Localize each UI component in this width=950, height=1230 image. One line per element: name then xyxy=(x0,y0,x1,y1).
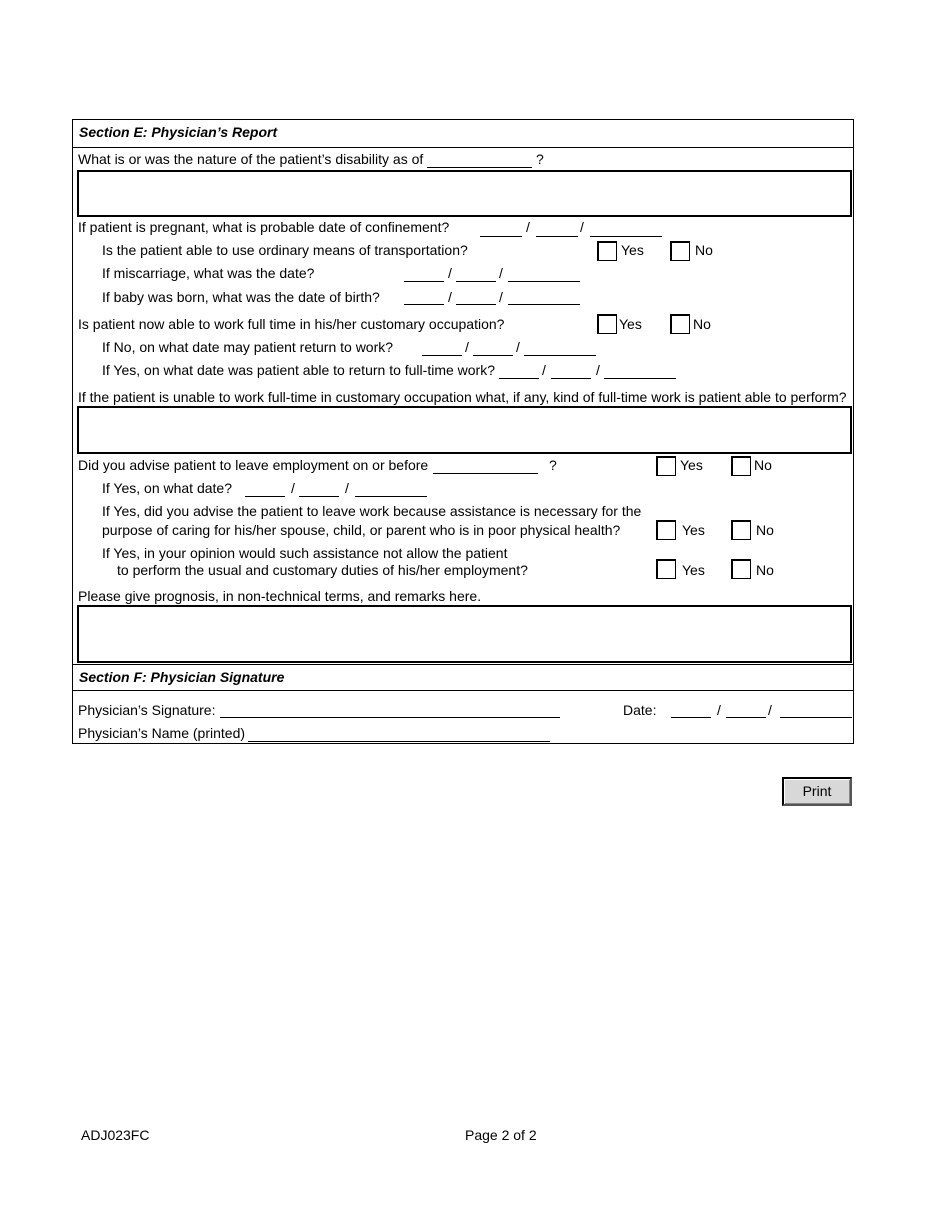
confinement-year-field[interactable] xyxy=(590,236,662,237)
advise-no-label: No xyxy=(754,457,772,473)
section-f-title: Section F: Physician Signature xyxy=(79,669,285,685)
question-miscarriage-label: If miscarriage, what was the date? xyxy=(102,265,315,281)
caring-no-checkbox[interactable] xyxy=(731,520,751,540)
advise-no-checkbox[interactable] xyxy=(731,456,751,476)
miscarriage-year-field[interactable] xyxy=(508,281,580,282)
question-nature-label: What is or was the nature of the patient’s disability as of xyxy=(78,151,424,167)
opinion-yes-checkbox[interactable] xyxy=(656,559,676,579)
work-full-no-checkbox[interactable] xyxy=(670,314,690,334)
question-transport-label: Is the patient able to use ordinary means of transportation? xyxy=(102,242,468,258)
return-month-field[interactable] xyxy=(422,355,462,356)
divider xyxy=(72,664,854,665)
signature-label: Physician’s Signature: xyxy=(78,702,216,718)
caring-yes-label: Yes xyxy=(682,522,705,538)
date-separator: / xyxy=(448,289,452,305)
date-separator: / xyxy=(516,339,520,355)
printed-name-label: Physician’s Name (printed) xyxy=(78,725,246,741)
divider xyxy=(72,147,854,148)
birth-month-field[interactable] xyxy=(404,304,444,305)
date-separator: / xyxy=(526,219,530,235)
alternate-work-textbox[interactable] xyxy=(77,406,852,454)
prognosis-textbox[interactable] xyxy=(77,605,852,663)
signature-field[interactable] xyxy=(220,717,560,718)
transport-yes-checkbox[interactable] xyxy=(597,241,617,261)
print-button[interactable]: Print xyxy=(782,777,852,806)
return-day-field[interactable] xyxy=(473,355,513,356)
work-full-yes-label: Yes xyxy=(619,316,642,332)
transport-no-label: No xyxy=(695,242,713,258)
work-full-yes-checkbox[interactable] xyxy=(597,314,617,334)
divider xyxy=(72,690,854,691)
question-pregnant-label: If patient is pregnant, what is probable date of confinement? xyxy=(78,219,450,235)
advise-date-field[interactable] xyxy=(433,473,538,474)
birth-day-field[interactable] xyxy=(456,304,496,305)
question-caring-line2: purpose of caring for his/her spouse, child, or parent who is in poor physical health? xyxy=(102,522,621,538)
advised-day-field[interactable] xyxy=(299,496,339,497)
section-e-title: Section E: Physician’s Report xyxy=(79,124,278,140)
returned-month-field[interactable] xyxy=(499,378,539,379)
advised-year-field[interactable] xyxy=(355,496,427,497)
form-id: ADJ023FC xyxy=(81,1127,150,1143)
opinion-yes-label: Yes xyxy=(682,562,705,578)
question-prognosis-label: Please give prognosis, in non-technical terms, and remarks here. xyxy=(78,588,482,604)
date-separator: / xyxy=(768,702,772,718)
confinement-month-field[interactable] xyxy=(480,236,522,237)
signature-day-field[interactable] xyxy=(726,717,766,718)
date-separator: / xyxy=(345,480,349,496)
date-separator: / xyxy=(499,289,503,305)
birth-year-field[interactable] xyxy=(508,304,580,305)
caring-no-label: No xyxy=(756,522,774,538)
transport-no-checkbox[interactable] xyxy=(670,241,690,261)
question-baby-label: If baby was born, what was the date of birth? xyxy=(102,289,380,305)
advise-yes-label: Yes xyxy=(680,457,703,473)
question-if-no-return-label: If No, on what date may patient return to work? xyxy=(102,339,394,355)
date-separator: / xyxy=(580,219,584,235)
signature-year-field[interactable] xyxy=(780,717,852,718)
returned-day-field[interactable] xyxy=(551,378,591,379)
date-separator: / xyxy=(465,339,469,355)
work-full-no-label: No xyxy=(693,316,711,332)
opinion-no-checkbox[interactable] xyxy=(731,559,751,579)
miscarriage-day-field[interactable] xyxy=(456,281,496,282)
disability-nature-textbox[interactable] xyxy=(77,170,852,217)
returned-year-field[interactable] xyxy=(604,378,676,379)
question-advise-label: Did you advise patient to leave employment on or before xyxy=(78,457,429,473)
return-year-field[interactable] xyxy=(524,355,596,356)
transport-yes-label: Yes xyxy=(621,242,644,258)
question-opinion-line2: to perform the usual and customary duties of his/her employment? xyxy=(117,562,528,578)
printed-name-field[interactable] xyxy=(248,741,550,742)
question-opinion-line1: If Yes, in your opinion would such assistance not allow the patient xyxy=(102,545,508,561)
question-if-yes-return-label: If Yes, on what date was patient able to return to full-time work? xyxy=(102,362,495,378)
opinion-no-label: No xyxy=(756,562,774,578)
signature-month-field[interactable] xyxy=(671,717,711,718)
date-separator: / xyxy=(717,702,721,718)
date-separator: / xyxy=(596,362,600,378)
question-caring-line1: If Yes, did you advise the patient to leave work because assistance is necessary for the xyxy=(102,503,642,519)
question-work-full-label: Is patient now able to work full time in his/her customary occupation? xyxy=(78,316,505,332)
question-mark: ? xyxy=(536,151,544,167)
disability-date-field[interactable] xyxy=(427,167,532,168)
caring-yes-checkbox[interactable] xyxy=(656,520,676,540)
question-if-yes-date-label: If Yes, on what date? xyxy=(102,480,232,496)
miscarriage-month-field[interactable] xyxy=(404,281,444,282)
advised-month-field[interactable] xyxy=(245,496,285,497)
date-separator: / xyxy=(291,480,295,496)
date-separator: / xyxy=(542,362,546,378)
question-mark: ? xyxy=(549,457,557,473)
confinement-day-field[interactable] xyxy=(536,236,578,237)
date-label: Date: xyxy=(623,702,657,718)
date-separator: / xyxy=(499,265,503,281)
date-separator: / xyxy=(448,265,452,281)
question-unable-label: If the patient is unable to work full-time in customary occupation what, if any, kind of full-time work is patient able to perform? xyxy=(78,389,847,405)
page-number: Page 2 of 2 xyxy=(465,1127,537,1143)
advise-yes-checkbox[interactable] xyxy=(656,456,676,476)
